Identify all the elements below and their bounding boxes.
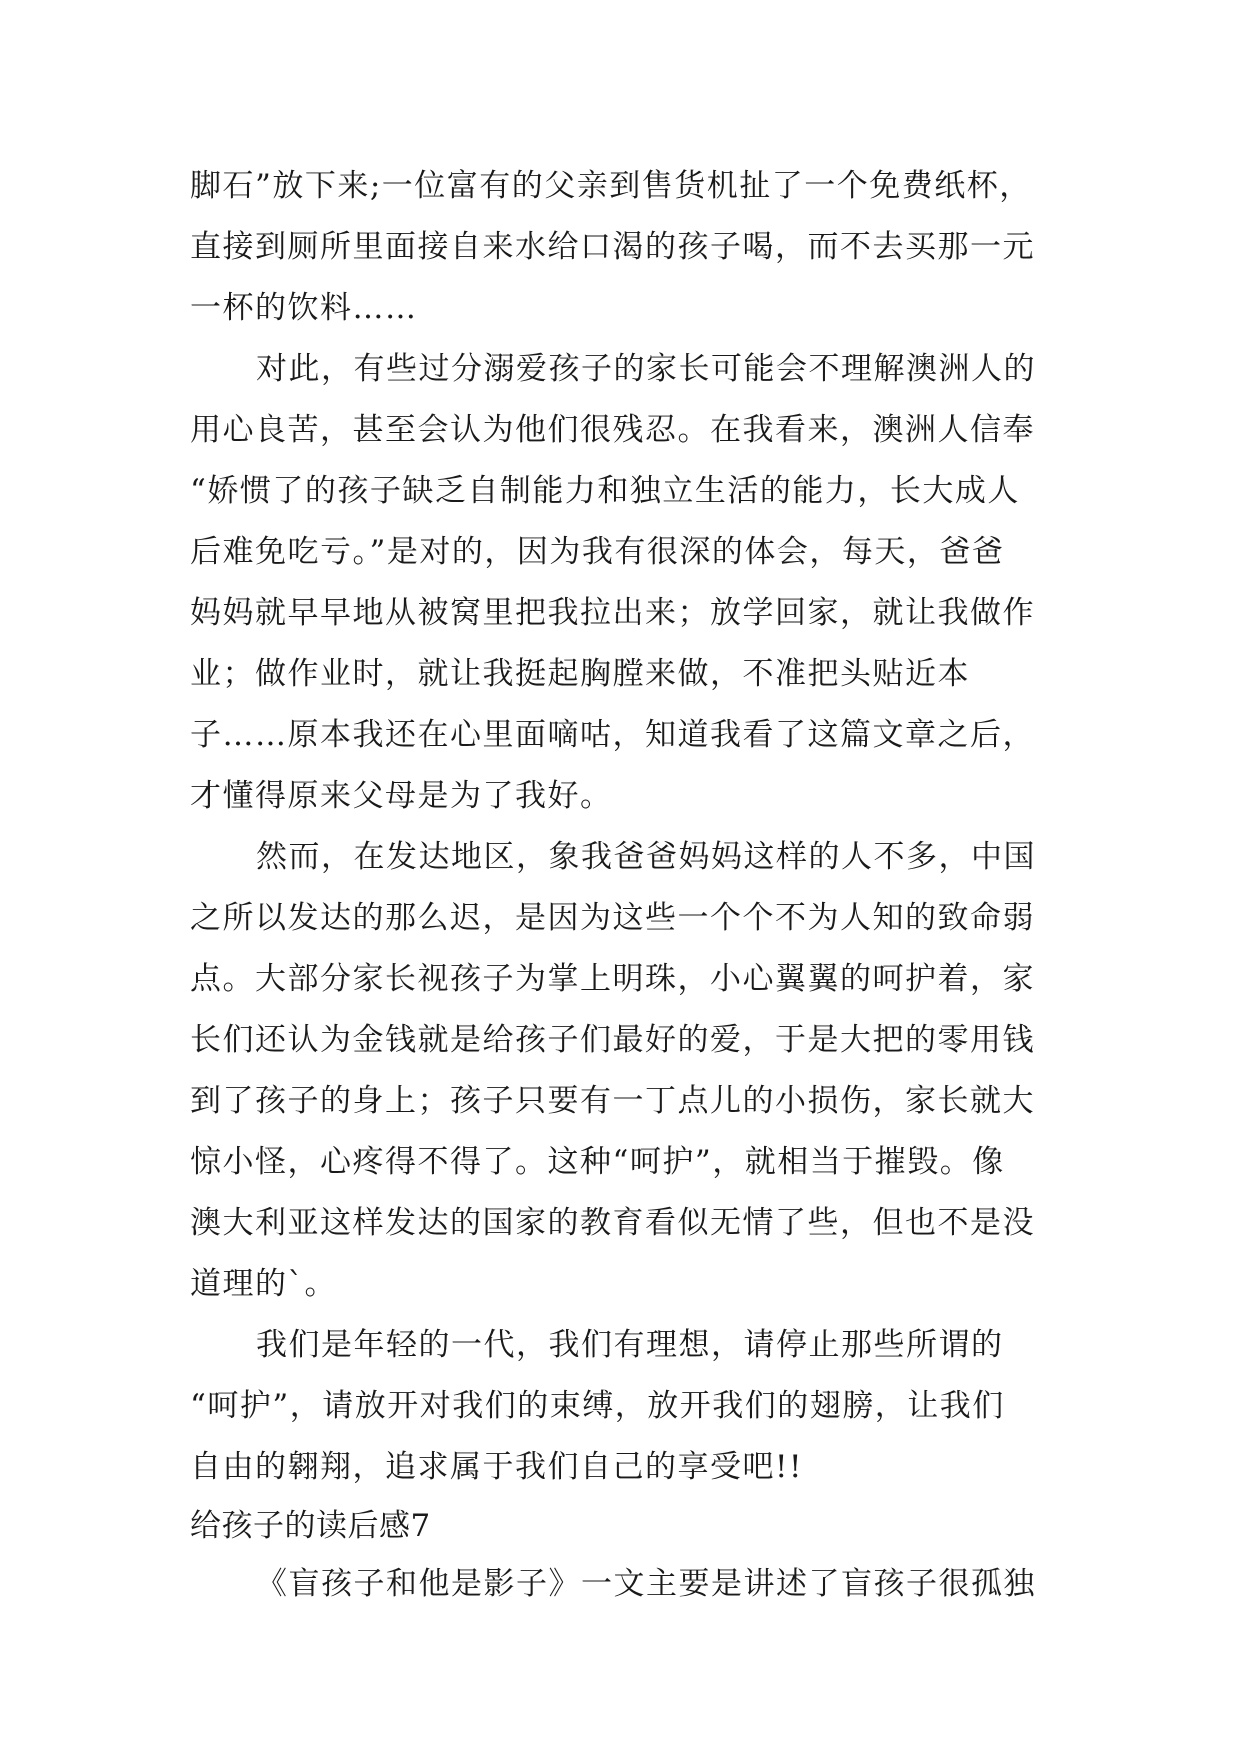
text-line: 长们还认为金钱就是给孩子们最好的爱，于是大把的零用钱 (190, 1022, 1035, 1058)
paragraph-1 (190, 156, 1060, 339)
text-line: 点。大部分家长视孩子为掌上明珠，小心翼翼的呵护着，家 (190, 961, 1035, 997)
document-body (190, 156, 1060, 1615)
text-line: “娇惯了的孩子缺乏自制能力和独立生活的能力，长大成人 (190, 473, 1020, 509)
text-line: 对此，有些过分溺爱孩子的家长可能会不理解澳洲人的 (256, 351, 1036, 387)
text-line: 直接到厕所里面接自来水给口渴的孩子喝，而不去买那一元 (190, 229, 1035, 265)
text-line: 到了孩子的身上；孩子只要有一丁点儿的小损伤，家长就大 (190, 1083, 1035, 1119)
text-line: 用心良苦，甚至会认为他们很残忍。在我看来，澳洲人信奉 (190, 412, 1035, 448)
paragraph-4 (190, 1315, 1060, 1498)
text-line: 业；做作业时，就让我挺起胸膛来做，不准把头贴近本 (190, 656, 970, 692)
text-line: 惊小怪，心疼得不得了。这种“呵护”，就相当于摧毁。像 (190, 1144, 1005, 1180)
text-line: 一杯的饮料…… (190, 290, 418, 326)
text-line: 子……原本我还在心里面嘀咕，知道我看了这篇文章之后， (190, 717, 1035, 753)
text-line: 才懂得原来父母是为了我好。 (190, 778, 613, 814)
text-line: 澳大利亚这样发达的国家的教育看似无情了些，但也不是没 (190, 1205, 1035, 1241)
paragraph-2 (190, 339, 1060, 827)
text-line: 然而，在发达地区，象我爸爸妈妈这样的人不多，中国 (256, 839, 1036, 875)
text-line: 后难免吃亏。”是对的，因为我有很深的体会，每天，爸爸 (190, 534, 1005, 570)
text-line: 自由的翱翔，追求属于我们自己的享受吧!! (190, 1449, 803, 1485)
paragraph-5 (190, 1554, 1060, 1615)
section-heading: 给孩子的读后感7 (190, 1508, 431, 1544)
paragraph-3 (190, 827, 1060, 1315)
text-line: 之所以发达的那么迟，是因为这些一个个不为人知的致命弱 (190, 900, 1035, 936)
text-line: 我们是年轻的一代，我们有理想，请停止那些所谓的 (256, 1327, 1004, 1363)
text-line: 脚石”放下来;一位富有的父亲到售货机扯了一个免费纸杯， (190, 168, 1032, 204)
text-line: 道理的`。 (190, 1266, 337, 1302)
text-line: 妈妈就早早地从被窝里把我拉出来；放学回家，就让我做作 (190, 595, 1035, 631)
text-line: 《盲孩子和他是影子》一文主要是讲述了盲孩子很孤独 (256, 1566, 1036, 1602)
text-line: “呵护”，请放开对我们的束缚，放开我们的翅膀，让我们 (190, 1388, 1005, 1424)
